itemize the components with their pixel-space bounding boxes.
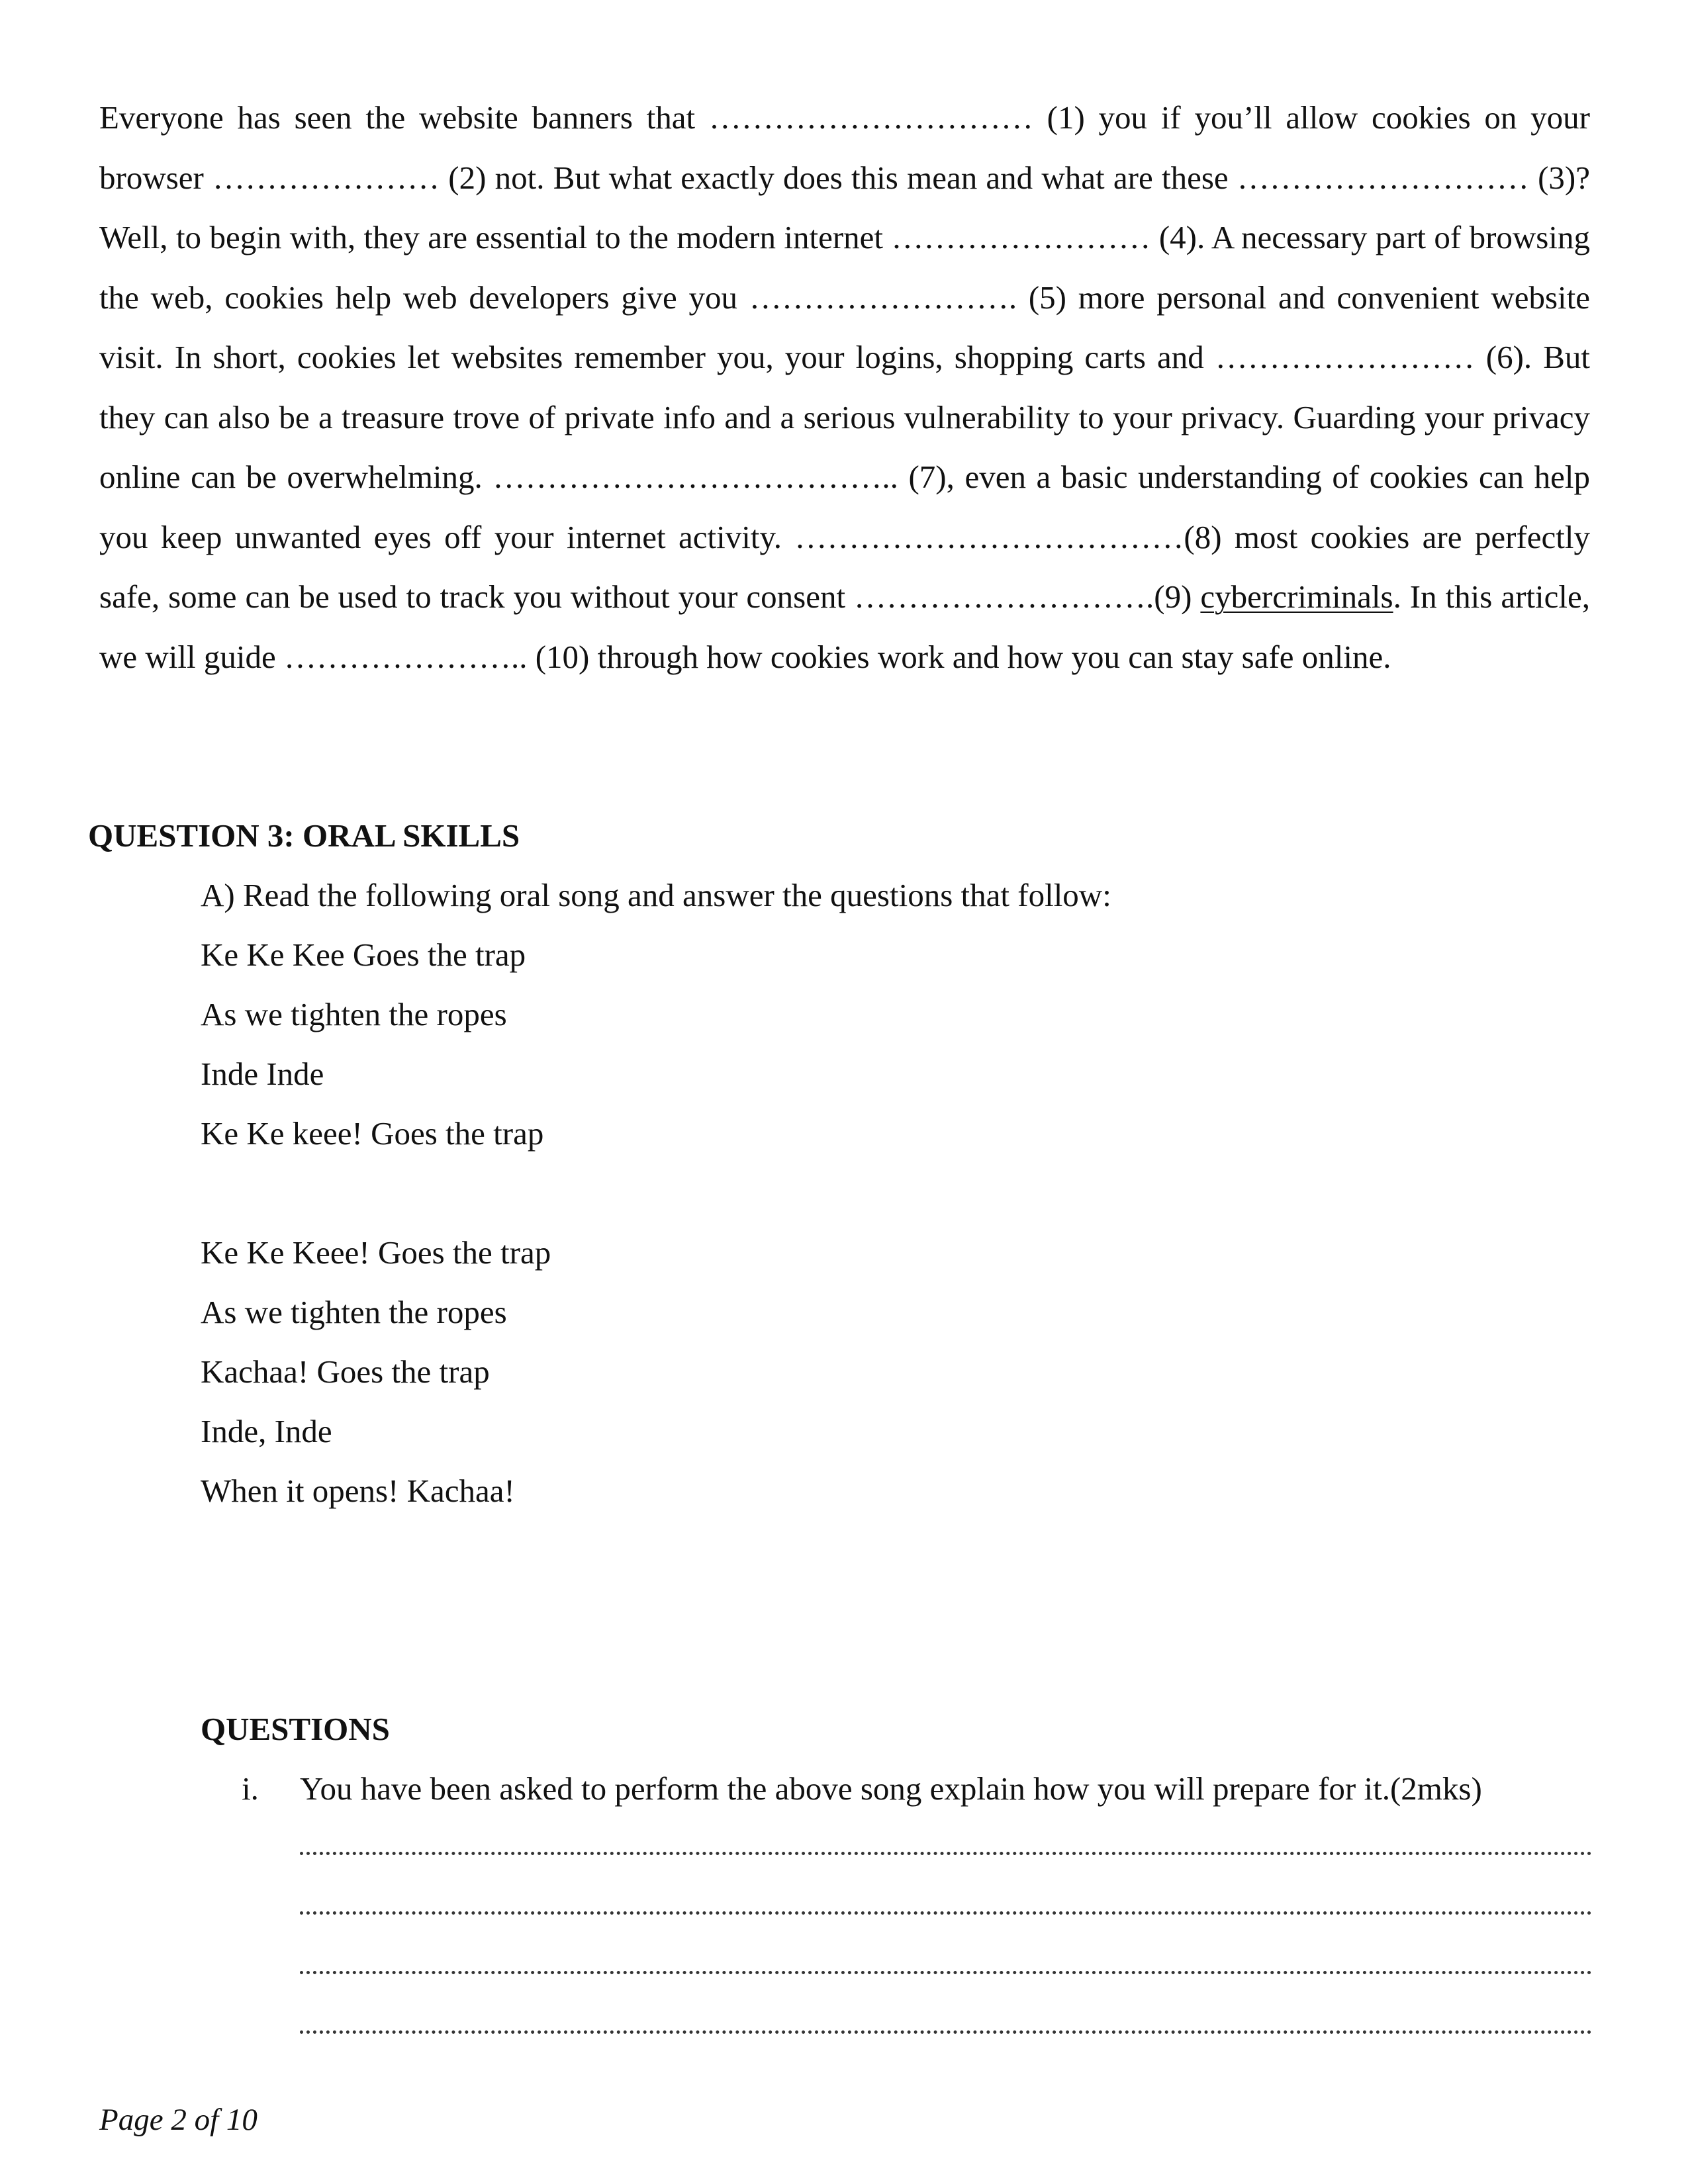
page-number: Page 2 of 10 (99, 2103, 258, 2137)
song-line: Ke Ke keee! Goes the trap (201, 1115, 544, 1152)
song-line: Inde Inde (201, 1056, 324, 1092)
song-line: Inde, Inde (201, 1413, 332, 1449)
question-number: i. (242, 1770, 259, 1807)
passage-text-part-1: Everyone has seen the website banners that ………………………… (1) you if you’ll allow cookies on your browser ………………… (2) not. But what exactly does this mean and what are these ……………………… (3)? Well, to begin with, they are essential to the modern internet …………………… (4). A necessary part of browsing the web, cookies help web developers give you ……………………. (5) more personal and convenient website visit. In short, cookies let websites remember you, your logins, shopping carts and …………………… (6). But they can also be a treasure trove of private info and a serious vulnerability to your privacy. Guarding your privacy online can be overwhelming. ……………………………….. (7), even a basic understanding of cookies can help you keep unwanted eyes off your internet activity. ………………………………(8) most cookies are perfectly safe, some can be used to track you without your consent ……………………….(9) (99, 99, 1590, 615)
question-text: You have been asked to perform the above song explain how you will prepare for it.(2mks) (300, 1770, 1482, 1807)
answer-line[interactable] (300, 1911, 1592, 1915)
section-heading: QUESTION 3: ORAL SKILLS (88, 817, 520, 854)
passage-text-part-2: . In this article, we will guide ………………….. (10) through how cookies work and how you can stay safe online. (99, 578, 1590, 675)
song-line: Ke Ke Kee Goes the trap (201, 936, 526, 973)
questions-heading: QUESTIONS (201, 1711, 390, 1747)
question-item (201, 1759, 1482, 1819)
underlined-word: cybercriminals (1200, 578, 1393, 615)
song-line: As we tighten the ropes (201, 1294, 507, 1330)
song-line: Kachaa! Goes the trap (201, 1353, 490, 1390)
cloze-passage (99, 88, 1590, 687)
answer-line[interactable] (300, 1971, 1592, 1974)
song-line: When it opens! Kachaa! (201, 1473, 515, 1509)
section-instruction: A) Read the following oral song and answer the questions that follow: (201, 877, 1111, 913)
answer-line[interactable] (300, 2030, 1592, 2034)
answer-line[interactable] (300, 1852, 1592, 1855)
song-line: Ke Ke Keee! Goes the trap (201, 1234, 551, 1271)
song-line: As we tighten the ropes (201, 996, 507, 1032)
